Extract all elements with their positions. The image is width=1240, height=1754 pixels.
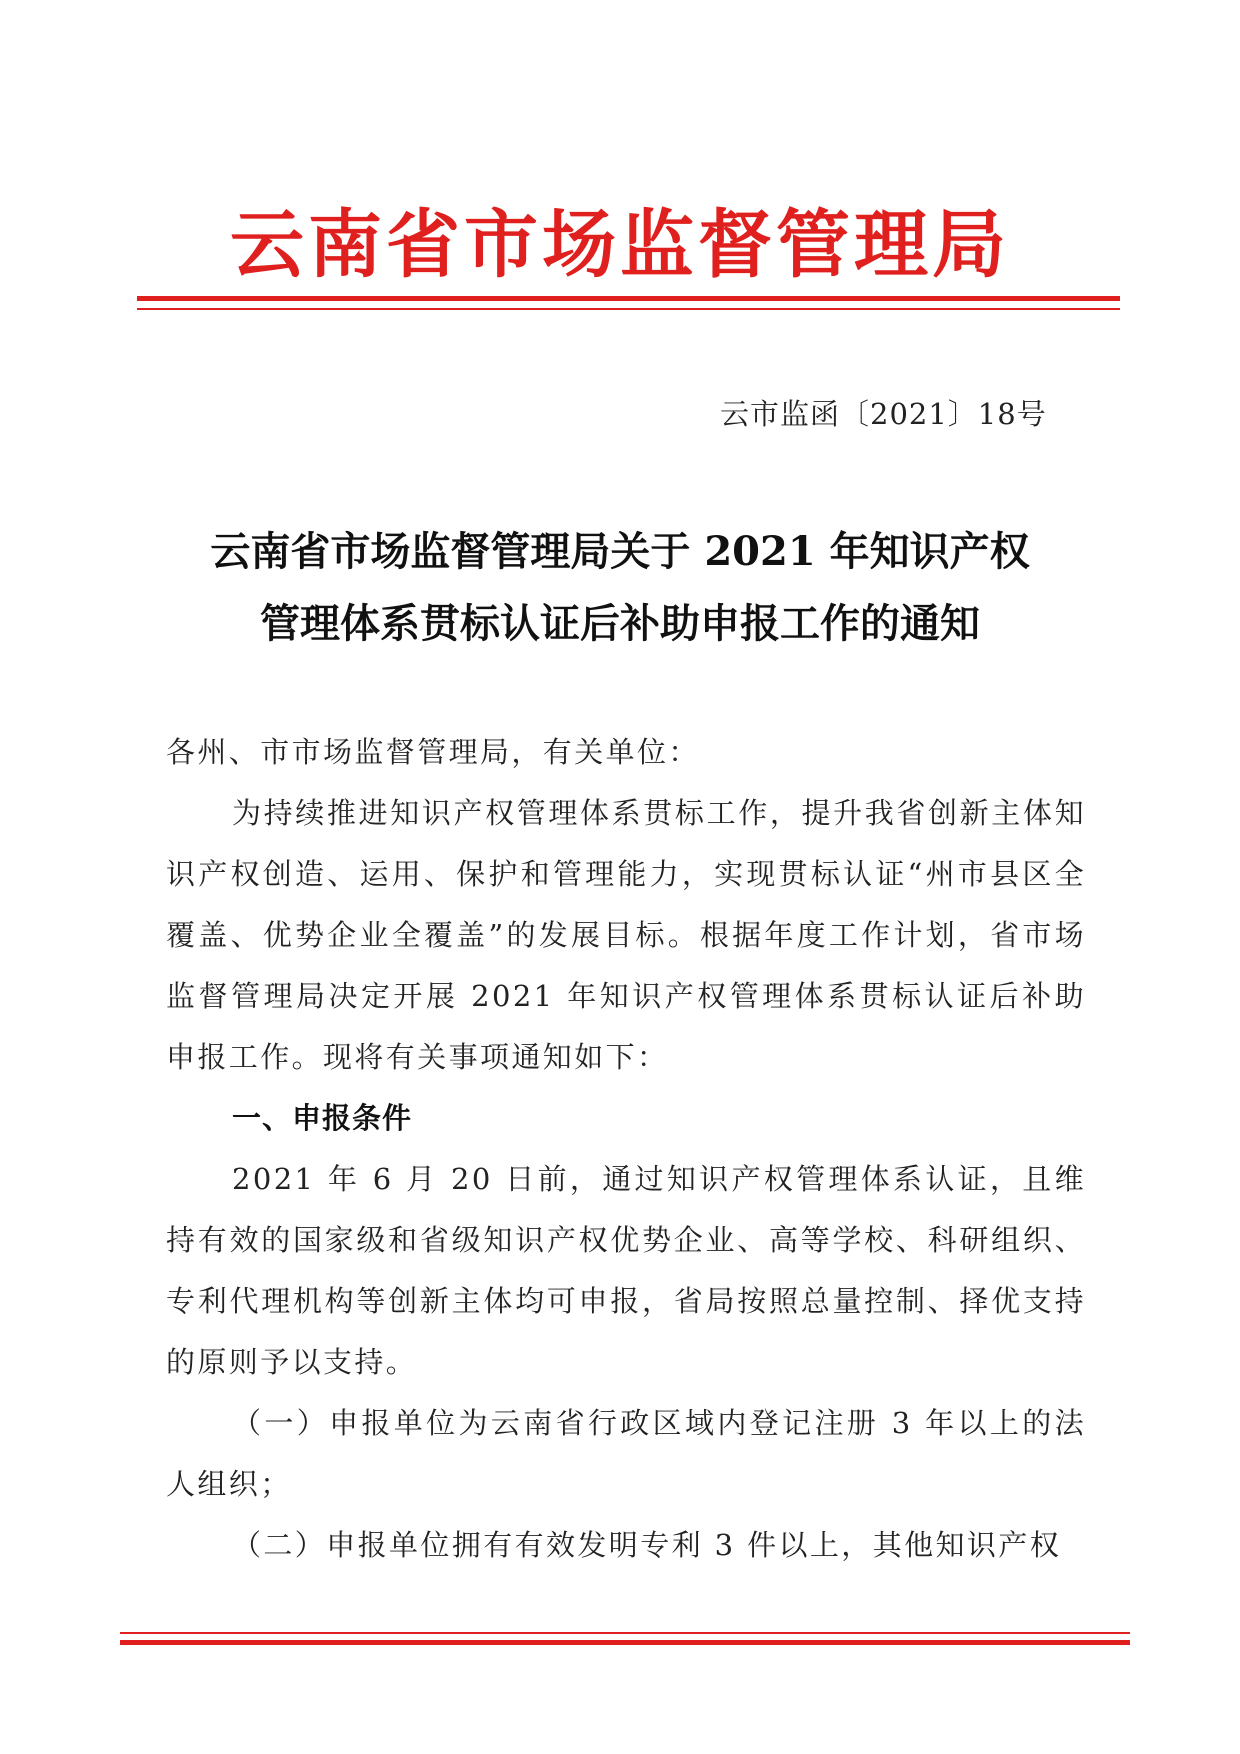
document-number: 云市监函〔2021〕18号	[720, 397, 1047, 431]
condition-item-2: （二）申报单位拥有有效发明专利 3 件以上，其他知识产权	[232, 1528, 1062, 1562]
letterhead-rule-thick	[137, 296, 1120, 301]
document-title-line-2: 管理体系贯标认证后补助申报工作的通知	[260, 600, 980, 647]
intro-paragraph: 为持续推进知识产权管理体系贯标工作，提升我省创新主体知识产权创造、运用、保护和管理能力，实现贯标认证“州市县区全覆盖、优势企业全覆盖”的发展目标。根据年度工作计划，省市场监督管理局决定开展 2021 年知识产权管理体系贯标认证后补助申报工作。现将有关事项通知如下：	[166, 796, 1086, 1074]
section-heading-conditions: 一、申报条件	[232, 1101, 413, 1135]
document-body	[166, 722, 1086, 1576]
salutation: 各州、市市场监督管理局，有关单位：	[166, 735, 700, 769]
conditions-paragraph: 2021 年 6 月 20 日前，通过知识产权管理体系认证，且维持有效的国家级和省级知识产权优势企业、高等学校、科研组织、专利代理机构等创新主体均可申报，省局按照总量控制、择优支持的原则予以支持。	[166, 1162, 1086, 1379]
letterhead-rule-thin	[137, 308, 1120, 310]
footer-rule-thin	[120, 1632, 1130, 1634]
condition-item-1: （一）申报单位为云南省行政区域内登记注册 3 年以上的法人组织；	[166, 1406, 1086, 1501]
letterhead-title: 云南省市场监督管理局	[230, 202, 1010, 288]
footer-rule-thick	[120, 1640, 1130, 1645]
document-title-line-1: 云南省市场监督管理局关于 2021 年知识产权	[210, 528, 1030, 575]
